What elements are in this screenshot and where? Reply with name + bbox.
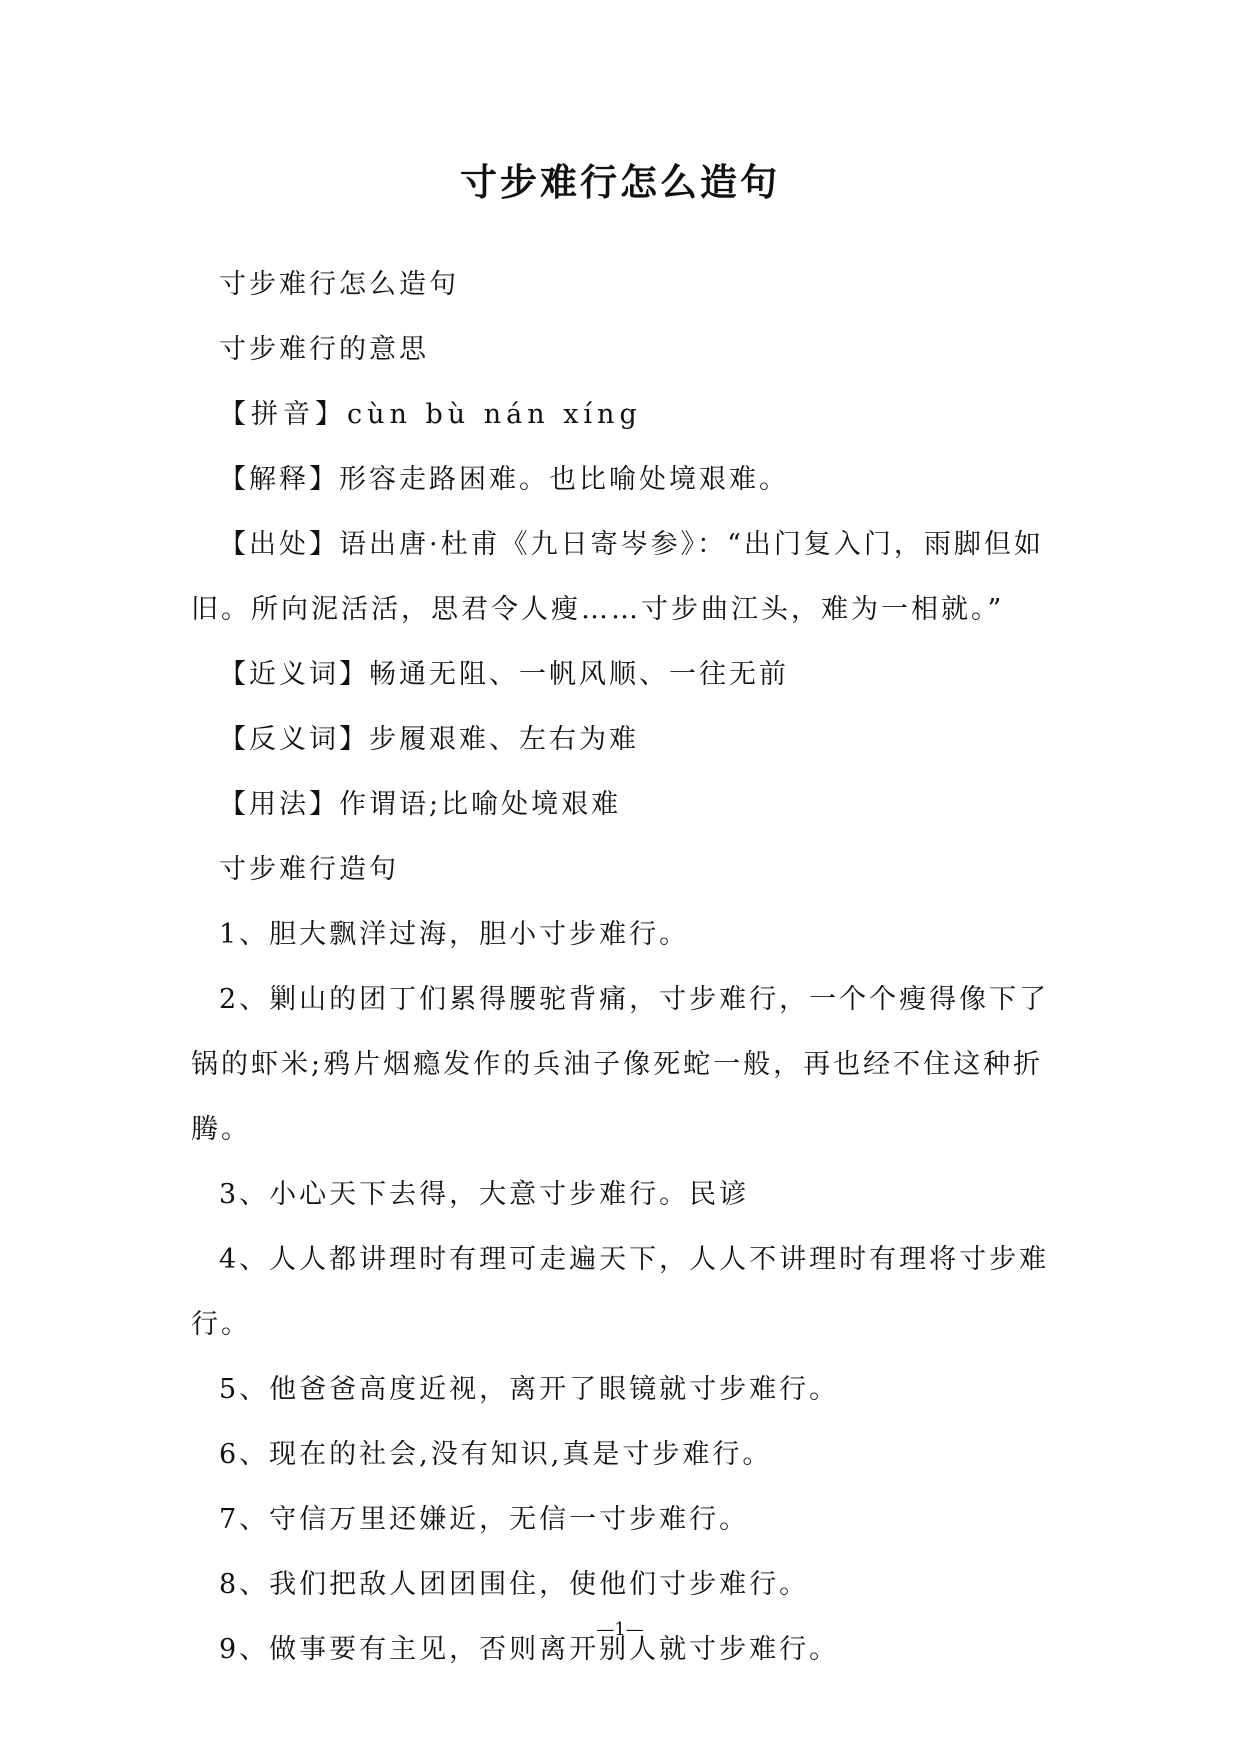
example-sentence: 7、守信万里还嫌近，无信一寸步难行。 (219, 1504, 750, 1535)
example-sentence: 9、做事要有主见，否则离开别人就寸步难行。 (219, 1634, 840, 1665)
example-sentence: 4、人人都讲理时有理可走遍天下，人人不讲理时有理将寸步难行。 (191, 1244, 1050, 1340)
page-number: —1— (596, 1619, 644, 1640)
example-sentence: 6、现在的社会,没有知识,真是寸步难行。 (219, 1439, 773, 1470)
paragraph-heading: 寸步难行怎么造句 (219, 269, 459, 300)
paragraph-antonyms: 【反义词】步履艰难、左右为难 (219, 724, 639, 755)
example-sentence: 1、胆大飘洋过海，胆小寸步难行。 (219, 919, 690, 950)
example-sentence: 2、剿山的团丁们累得腰驼背痛，寸步难行，一个个瘦得像下了锅的虾米;鸦片烟瘾发作的兵油子像死蛇一般，再也经不住这种折腾。 (191, 984, 1050, 1145)
paragraph-meaning-heading: 寸步难行的意思 (219, 334, 429, 365)
paragraph-source: 【出处】语出唐·杜甫《九日寄岑参》：“出门复入门，雨脚但如旧。所向泥活活，思君令人瘦……寸步曲江头，难为一相就。” (191, 529, 1044, 625)
paragraph-synonyms: 【近义词】畅通无阻、一帆风顺、一往无前 (219, 659, 789, 690)
example-sentence: 8、我们把敌人团团围住，使他们寸步难行。 (219, 1569, 810, 1600)
document-title: 寸步难行怎么造句 (460, 160, 780, 204)
paragraph-explanation: 【解释】形容走路困难。也比喻处境艰难。 (219, 464, 789, 495)
example-sentence: 3、小心天下去得，大意寸步难行。民谚 (219, 1179, 750, 1210)
paragraph-usage: 【用法】作谓语;比喻处境艰难 (219, 789, 622, 820)
document-body (191, 252, 1057, 1682)
example-sentence: 5、他爸爸高度近视，离开了眼镜就寸步难行。 (219, 1374, 840, 1405)
paragraph-examples-heading: 寸步难行造句 (219, 854, 399, 885)
paragraph-pinyin: 【拼音】cùn bù nán xíng (219, 399, 642, 430)
